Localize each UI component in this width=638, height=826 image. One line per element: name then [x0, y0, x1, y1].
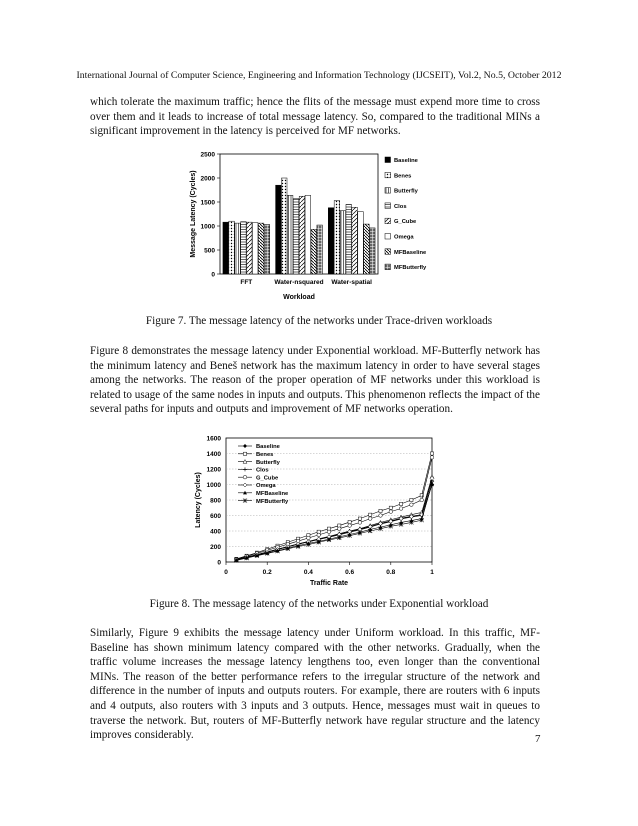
- legend-marker-g-cube: [243, 475, 247, 479]
- y-tick-label: 1600: [206, 435, 221, 443]
- bar-mfbaseline-water-nsquared: [311, 229, 317, 274]
- figure-7-caption: Figure 7. The message latency of the networks under Trace-driven workloads: [145, 315, 493, 327]
- x-category-label: FFT: [240, 279, 253, 286]
- legend-swatch-mfbutterfly: [385, 264, 391, 270]
- point-g-cube: [420, 498, 424, 502]
- y-tick-label: 1000: [206, 482, 221, 489]
- y-tick-label: 600: [210, 513, 221, 520]
- legend-label-clos: Clos: [256, 467, 269, 474]
- bar-clos-water-nsquared: [293, 199, 299, 274]
- point-g-cube: [399, 507, 403, 511]
- y-tick-label: 800: [210, 497, 221, 505]
- y-tick-label: 2000: [200, 175, 215, 183]
- point-benes: [348, 520, 351, 523]
- y-axis-title: Latency (Cycles): [195, 472, 202, 528]
- x-category-label: Water-nsquared: [274, 279, 324, 286]
- y-tick-label: 0: [217, 559, 221, 567]
- figure-7-bar-chart: [185, 146, 450, 306]
- bar-g-cube-fft: [247, 222, 253, 274]
- y-tick-label: 0: [211, 271, 215, 279]
- legend-marker-baseline: [243, 444, 247, 448]
- legend-label-omega: Omega: [394, 234, 414, 241]
- x-category-label: Water-spatial: [331, 279, 372, 286]
- point-g-cube: [317, 533, 321, 537]
- point-g-cube: [430, 456, 434, 460]
- bar-benes-water-spatial: [334, 201, 340, 274]
- legend-marker-benes: [243, 452, 246, 455]
- paragraph-3: Similarly, Figure 9 exhibits the message latency under Uniform workload. In this traffic, MF-Baseline has shown minimum latency compared with the other networks. Gradually, when the traffic volume increases the message latency lengthens too, even longer than the conventional MINs. The reason of the better performance refers to the irregular structure of the network and difference in the number of inputs and outputs routers. For example, there are routers with 6 inputs and 4 outputs, also routers with 3 inputs and 3 outputs. Hence, messages must wait in queues to traverse the network. But, routers of MF-Butterfly network have regular structure and the latency improves considerably.: [90, 627, 540, 742]
- point-benes: [430, 452, 433, 455]
- bar-benes-fft: [229, 221, 235, 274]
- point-g-cube: [379, 514, 383, 518]
- legend-swatch-mfbaseline: [385, 249, 391, 255]
- legend-label-benes: Benes: [394, 173, 412, 180]
- bar-g-cube-water-spatial: [352, 207, 358, 274]
- bar-butterfly-water-nsquared: [287, 195, 293, 274]
- bar-mfbutterfly-water-spatial: [370, 228, 376, 274]
- legend-swatch-benes: [385, 172, 391, 178]
- bar-butterfly-water-spatial: [340, 211, 346, 274]
- point-g-cube: [327, 530, 331, 534]
- y-tick-label: 1000: [200, 223, 215, 231]
- bar-g-cube-water-nsquared: [299, 196, 305, 274]
- legend-label-mfbutterfly: MFButterfly: [394, 265, 427, 272]
- point-g-cube: [338, 527, 342, 531]
- legend-label-baseline: Baseline: [394, 158, 418, 164]
- legend-label-mfbaseline: MFBaseline: [256, 491, 289, 497]
- point-benes: [379, 509, 382, 512]
- bar-mfbaseline-fft: [258, 223, 264, 274]
- point-g-cube: [358, 521, 362, 525]
- point-g-cube: [348, 524, 352, 528]
- bar-clos-water-spatial: [346, 204, 352, 274]
- point-g-cube: [307, 536, 311, 540]
- x-tick-label: 0.4: [303, 569, 313, 576]
- bar-baseline-water-nsquared: [276, 185, 282, 274]
- legend-swatch-omega: [385, 234, 391, 240]
- legend-label-butterfly: Butterfly: [256, 459, 280, 466]
- legend-swatch-g-cube: [385, 218, 391, 224]
- y-tick-label: 400: [210, 528, 221, 536]
- legend-swatch-clos: [385, 203, 391, 209]
- bar-butterfly-fft: [235, 223, 241, 274]
- paragraph-2: Figure 8 demonstrates the message latency under Exponential workload. MF-Butterfly network has the minimum latency and Beneš network has the maximum latency in order to have several stages among the networks. The reason of the proper operation of MF networks under this workload is related to usage of the same nodes in inputs and outputs. This phenomenon reflects the impact of the several paths for inputs and outputs and improvement of MF networks operation.: [90, 345, 540, 416]
- point-benes: [369, 513, 372, 516]
- bar-omega-water-spatial: [358, 212, 364, 274]
- y-tick-label: 200: [210, 544, 221, 551]
- legend-swatch-butterfly: [385, 188, 391, 194]
- bar-baseline-water-spatial: [328, 208, 334, 274]
- bar-baseline-fft: [223, 222, 229, 274]
- y-tick-label: 500: [204, 247, 215, 255]
- legend-marker-clos: [243, 467, 247, 471]
- legend-label-omega: Omega: [256, 483, 276, 490]
- point-benes: [410, 498, 413, 501]
- paragraph-1: which tolerate the maximum traffic; hence the flits of the message must expend more time to cross over them and it leads to increase of total message latency. So, compared to the traditional MINs a significant improvement in the latency is perceived for MF networks.: [90, 96, 540, 138]
- bar-mfbutterfly-fft: [264, 225, 270, 274]
- point-benes: [358, 517, 361, 520]
- legend-label-butterfly: Butterfly: [394, 188, 418, 195]
- y-tick-label: 2500: [200, 151, 215, 159]
- point-g-cube: [389, 510, 393, 514]
- bar-mfbaseline-water-spatial: [364, 224, 370, 274]
- bar-omega-water-nsquared: [305, 195, 311, 274]
- point-benes: [400, 502, 403, 505]
- y-tick-label: 1200: [206, 466, 221, 474]
- legend-label-g-cube: G_Cube: [394, 219, 417, 226]
- legend-label-clos: Clos: [394, 203, 407, 210]
- y-tick-label: 1400: [206, 451, 221, 458]
- running-header: International Journal of Computer Science, Engineering and Information Technology (IJCSEIT), Vol.2, No.5, October 2012: [76, 70, 562, 81]
- x-tick-label: 0.6: [345, 569, 355, 576]
- y-axis-title: Message Latency (Cycles): [190, 170, 197, 258]
- point-g-cube: [368, 517, 372, 521]
- bar-clos-fft: [241, 222, 247, 274]
- legend-marker-omega: [243, 483, 247, 487]
- page-number: 7: [535, 733, 541, 745]
- x-tick-label: 1: [430, 569, 434, 576]
- legend-swatch-baseline: [385, 157, 391, 163]
- figure-8-line-chart: [190, 432, 450, 592]
- point-g-cube: [410, 503, 414, 507]
- bar-mfbutterfly-water-nsquared: [317, 225, 323, 274]
- point-benes: [389, 506, 392, 509]
- figure-8-caption: Figure 8. The message latency of the networks under Exponential workload: [149, 598, 489, 610]
- bar-benes-water-nsquared: [282, 178, 288, 274]
- x-tick-label: 0.8: [386, 569, 396, 576]
- legend-label-g-cube: G_Cube: [256, 475, 279, 482]
- legend-label-mfbaseline: MFBaseline: [394, 249, 427, 256]
- y-tick-label: 1500: [200, 199, 215, 207]
- legend-label-mfbutterfly: MFButterfly: [256, 498, 289, 505]
- legend-label-benes: Benes: [256, 452, 274, 458]
- x-axis-title: Traffic Rate: [309, 580, 349, 587]
- x-tick-label: 0: [224, 569, 228, 576]
- x-axis-title: Workload: [283, 294, 315, 301]
- bar-omega-fft: [252, 223, 258, 274]
- legend-label-baseline: Baseline: [256, 444, 280, 451]
- x-tick-label: 0.2: [262, 569, 272, 576]
